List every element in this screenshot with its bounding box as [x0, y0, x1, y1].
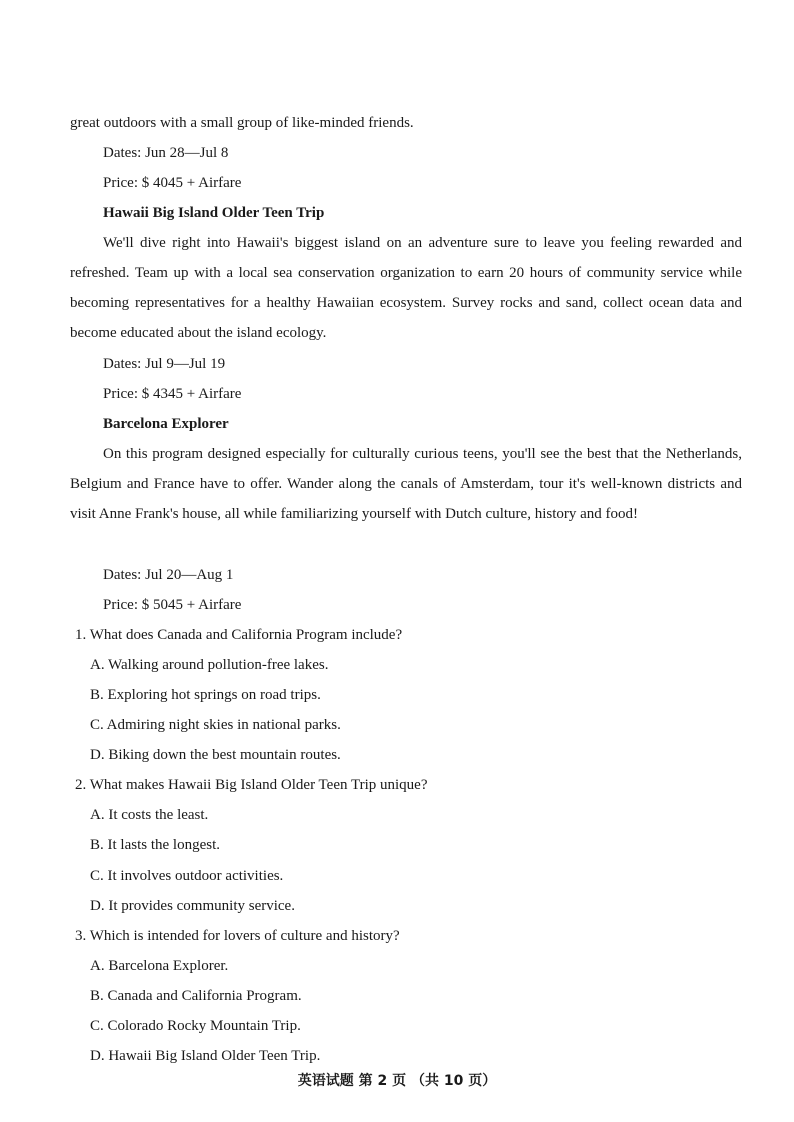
- question-3-stem: 3. Which is intended for lovers of culture and history?: [75, 928, 400, 944]
- question-3-option-a: A. Barcelona Explorer.: [90, 958, 229, 974]
- intro-tail-text: great outdoors with a small group of like-minded friends.: [70, 115, 414, 131]
- question-2-option-c: C. It involves outdoor activities.: [90, 868, 284, 884]
- question-1-option-c: C. Admiring night skies in national parks.: [90, 717, 341, 733]
- hawaii-dates: Dates: Jul 9—Jul 19: [103, 356, 226, 372]
- question-1-stem: 1. What does Canada and California Program include?: [75, 627, 403, 643]
- question-3-option-b: B. Canada and California Program.: [90, 988, 302, 1004]
- question-1-option-d: D. Biking down the best mountain routes.: [90, 747, 341, 763]
- hawaii-price: Price: $ 4345 + Airfare: [103, 386, 242, 402]
- barcelona-dates: Dates: Jul 20—Aug 1: [103, 567, 234, 583]
- question-2-option-d: D. It provides community service.: [90, 898, 295, 914]
- question-2-option-a: A. It costs the least.: [90, 807, 209, 823]
- question-1-option-a: A. Walking around pollution-free lakes.: [90, 657, 329, 673]
- barcelona-price: Price: $ 5045 + Airfare: [103, 597, 242, 613]
- hawaii-title: Hawaii Big Island Older Teen Trip: [103, 205, 325, 221]
- barcelona-description: On this program designed especially for culturally curious teens, you'll see the best that the Netherlands, Belgium and France have to offer. Wander along the canals of Amsterdam, tour it's well-known districts and visit Anne Frank's house, all while familiarizing yourself with Dutch culture, history and food!: [70, 446, 742, 522]
- question-1-option-b: B. Exploring hot springs on road trips.: [90, 687, 321, 703]
- page-footer: 英语试题 第 2 页 （共 10 页）: [297, 1073, 497, 1089]
- barcelona-title: Barcelona Explorer: [103, 416, 229, 432]
- question-3-option-d: D. Hawaii Big Island Older Teen Trip.: [90, 1048, 321, 1064]
- prev-program-dates: Dates: Jun 28—Jul 8: [103, 145, 229, 161]
- question-3-option-c: C. Colorado Rocky Mountain Trip.: [90, 1018, 301, 1034]
- hawaii-description: We'll dive right into Hawaii's biggest island on an adventure sure to leave you feeling rewarded and refreshed. Team up with a local sea conservation organization to earn 20 hours of community service while becoming representatives for a healthy Hawaiian ecosystem. Survey rocks and sand, collect ocean data and become educated about the island ecology.: [70, 235, 742, 341]
- question-2-option-b: B. It lasts the longest.: [90, 837, 220, 853]
- question-2-stem: 2. What makes Hawaii Big Island Older Teen Trip unique?: [75, 777, 428, 793]
- prev-program-price: Price: $ 4045 + Airfare: [103, 175, 242, 191]
